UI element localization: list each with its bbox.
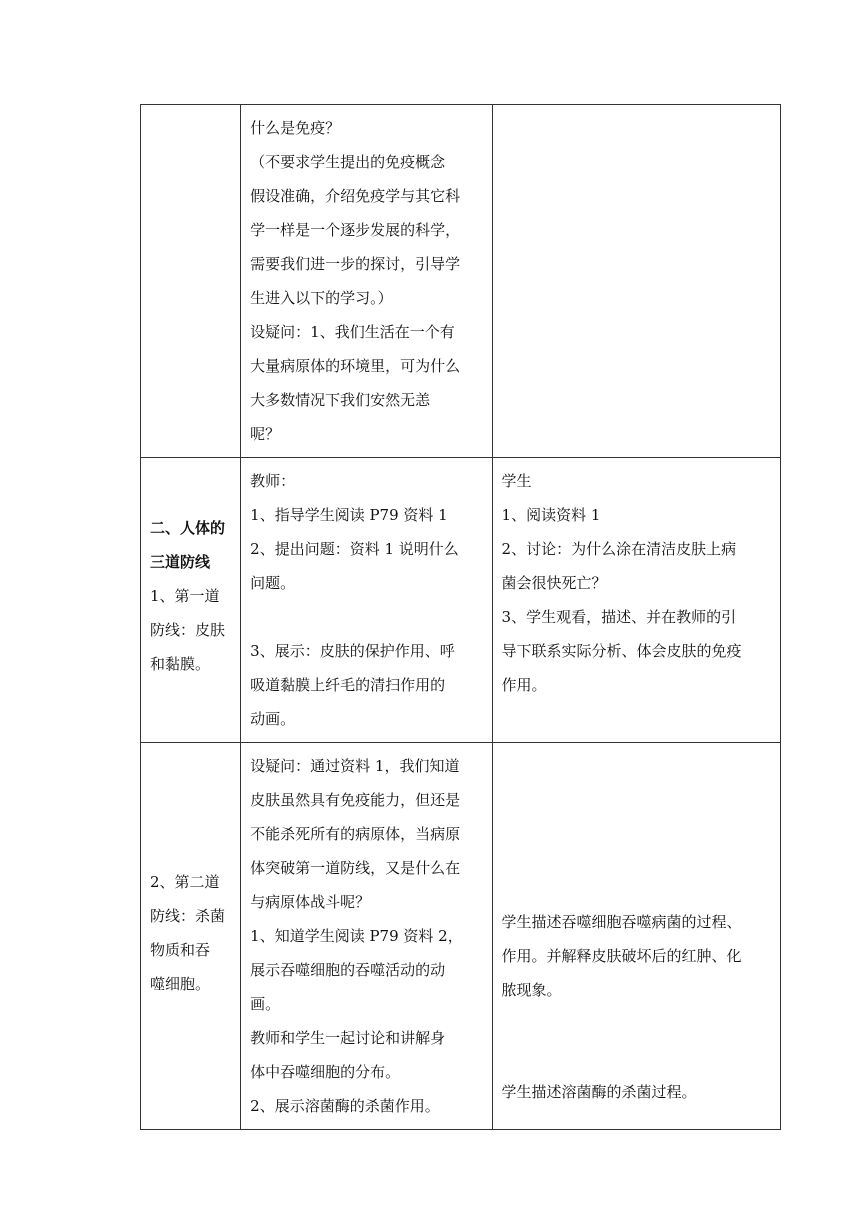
text-line: 呢？ <box>250 425 281 443</box>
table-row <box>141 105 781 458</box>
text-line: 3、展示：皮肤的保护作用、呼 <box>250 642 455 660</box>
section-heading: 二、人体的 <box>150 519 226 537</box>
text-line: 和黏膜。 <box>150 655 211 673</box>
text-line: 学一样是一个逐步发展的科学， <box>250 221 461 239</box>
text-line: 设疑问：1、我们生活在一个有 <box>250 323 455 341</box>
text-line: 2、展示溶菌酶的杀菌作用。 <box>250 1097 440 1115</box>
student-activity-cell <box>492 743 780 1130</box>
text-line: 脓现象。 <box>501 981 562 999</box>
text-line: 画。 <box>250 995 281 1013</box>
table-row <box>141 743 781 1130</box>
stage-cell <box>141 105 241 458</box>
text-line: 教师： <box>250 472 296 490</box>
stage-cell <box>141 743 241 1130</box>
text-line: 2、提出问题：资料 1 说明什么 <box>250 540 459 558</box>
text-line: 1、知道学生阅读 P79 资料 2， <box>250 927 463 945</box>
stage-cell <box>141 458 241 743</box>
text-line: 2、讨论：为什么涂在清洁皮肤上病 <box>501 540 737 558</box>
text-line: 导下联系实际分析、体会皮肤的免疫 <box>501 642 742 660</box>
text-line: 不能杀死所有的病原体，当病原 <box>250 825 461 843</box>
teacher-activity-cell <box>241 743 492 1130</box>
text-line: 3、学生观看，描述、并在教师的引 <box>501 608 737 626</box>
text-line: 菌会很快死亡？ <box>501 574 607 592</box>
table-row <box>141 458 781 743</box>
text-line: 作用。并解释皮肤破坏后的红肿、化 <box>501 947 742 965</box>
text-line: 1、阅读资料 1 <box>501 506 601 524</box>
lesson-plan-table <box>140 104 781 1130</box>
text-line: 什么是免疫？ <box>250 119 341 137</box>
text-line: 问题。 <box>250 574 296 592</box>
text-line: 吸道黏膜上纤毛的清扫作用的 <box>250 676 446 694</box>
text-line: 教师和学生一起讨论和讲解身 <box>250 1029 446 1047</box>
text-line: （不要求学生提出的免疫概念 <box>250 153 446 171</box>
text-line: 与病原体战斗呢？ <box>250 893 371 911</box>
text-line: 防线：皮肤 <box>150 621 226 639</box>
text-line: 2、第二道 <box>150 873 220 891</box>
text-line: 大量病原体的环境里，可为什么 <box>250 357 461 375</box>
text-line: 噬细胞。 <box>150 975 211 993</box>
text-line: 作用。 <box>501 676 547 694</box>
student-activity-cell <box>492 105 780 458</box>
text-line: 生进入以下的学习。） <box>250 289 393 307</box>
text-line: 1、第一道 <box>150 587 220 605</box>
section-heading: 三道防线 <box>150 553 211 571</box>
text-line: 物质和吞 <box>150 941 211 959</box>
text-line: 需要我们进一步的探讨，引导学 <box>250 255 461 273</box>
text-line: 设疑问：通过资料 1，我们知道 <box>250 757 460 775</box>
text-line: 体中吞噬细胞的分布。 <box>250 1063 401 1081</box>
text-line: 动画。 <box>250 710 296 728</box>
text-line: 学生描述溶菌酶的杀菌过程。 <box>501 1083 697 1101</box>
teacher-activity-cell <box>241 105 492 458</box>
text-line: 皮肤虽然具有免疫能力，但还是 <box>250 791 461 809</box>
text-line: 展示吞噬细胞的吞噬活动的动 <box>250 961 446 979</box>
text-line: 大多数情况下我们安然无恙 <box>250 391 431 409</box>
text-line: 1、指导学生阅读 P79 资料 1 <box>250 506 448 524</box>
student-activity-cell <box>492 458 780 743</box>
teacher-activity-cell <box>241 458 492 743</box>
text-line: 学生 <box>501 472 532 490</box>
text-line: 防线：杀菌 <box>150 907 226 925</box>
text-line: 体突破第一道防线，又是什么在 <box>250 859 461 877</box>
text-line: 假设准确，介绍免疫学与其它科 <box>250 187 461 205</box>
text-line: 学生描述吞噬细胞吞噬病菌的过程、 <box>501 913 742 931</box>
